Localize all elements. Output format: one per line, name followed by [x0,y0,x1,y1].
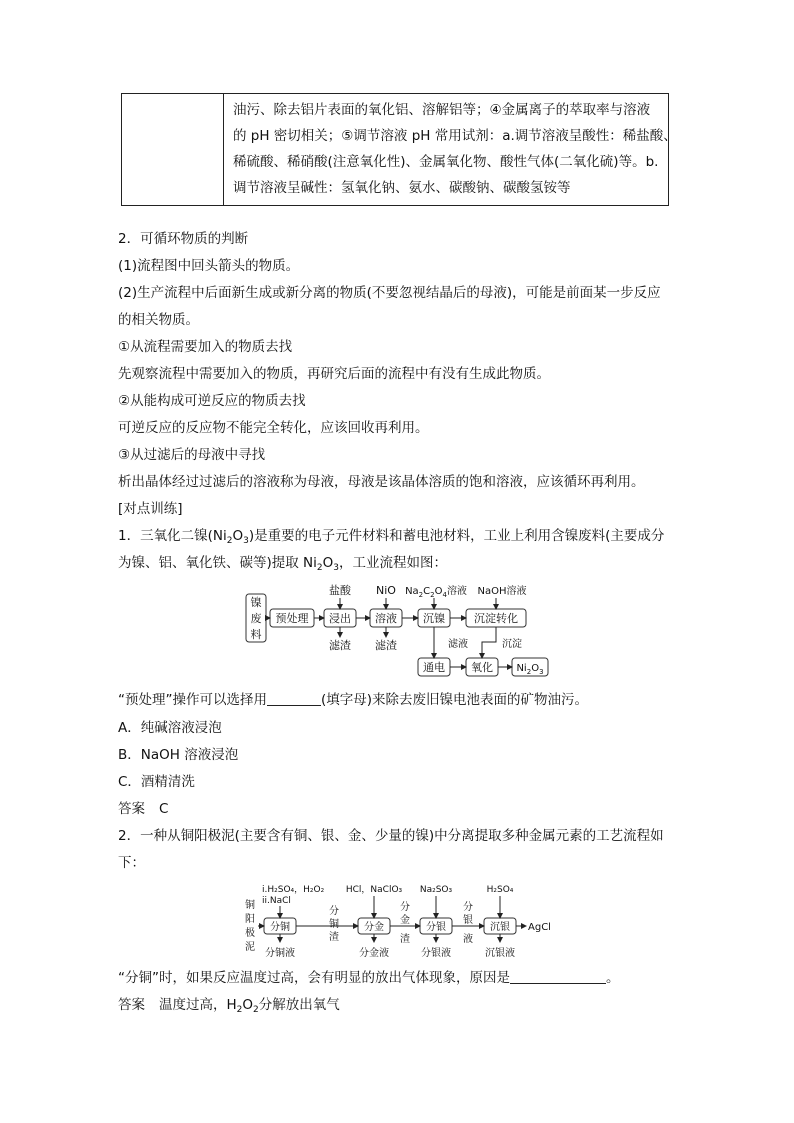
raw-char: 镍 [250,596,262,609]
precipitate-label: 沉淀 [502,639,522,650]
mid-label: 分 [463,902,473,913]
raw-char: 铜 [245,900,255,911]
table-cell-line: 稀硫酸、稀硝酸(注意氧化性)、金属氧化物、酸性气体(二氧化硫)等。b. [233,154,659,170]
leach-label: 浸出 [329,612,351,625]
box-gold-label: 分金 [364,922,384,933]
box-silver-label: 分银 [426,922,446,933]
raw-char: 废 [250,612,262,625]
answer-blank [510,983,606,984]
method-table [121,93,677,206]
method-heading: ②从能构成可逆反应的物质去找 [118,393,306,409]
hcl-label: 盐酸 [329,584,351,597]
question-1-text: 1．三氧化二镍$(Ni_2O_3)$是重要的电子元件材料和蓄电池材料，工业上利用含镍废料(主要成分 [118,528,665,546]
residue-label: 滤渣 [329,639,351,652]
product-label: AgCl [528,922,551,933]
paragraph: 析出晶体经过过滤后的溶液称为母液，母液是该晶体溶质的饱和溶液，应该循环再利用。 [118,474,645,490]
reagent-2: HCl，NaClO₃ [345,885,403,895]
paragraph: (1)流程图中回头箭头的物质。 [118,258,300,274]
mid-label: 液 [463,934,473,945]
question-2-text: 2．一种从铜阳极泥(主要含有铜、银、金、少量的镍)中分离提取多种金属元素的工艺流程如 [118,828,664,844]
out-label: 分铜液 [265,948,295,959]
question-2-stem: “分铜”时，如果反应温度过高，会有明显的放出气体现象，原因是 。 [118,970,620,986]
method-heading: ③从过滤后的母液中寻找 [118,447,266,463]
question-2-text: 下： [118,855,145,871]
raw-char: 泥 [245,942,255,953]
filtrate-label: 滤液 [448,639,468,650]
solution-label: 溶液 [375,612,397,625]
raw-char: 阳 [245,914,255,925]
answer-2: 答案 温度过高，$H_2O_2$分解放出氧气 [118,997,340,1015]
out-label: 沉银液 [485,948,515,959]
mid-label: 银 [463,915,473,926]
table-cell-line: 调节溶液呈碱性：氢氧化钠、氨水、碳酸钠、碳酸氢铵等 [233,180,571,196]
reagent-1-line2: ii.NaCl [262,896,291,906]
option-c: C．酒精清洗 [118,774,195,790]
paragraph: 先观察流程中需要加入的物质，再研究后面的流程中有没有生成此物质。 [118,366,550,382]
method-heading: ①从流程需要加入的物质去找 [118,339,293,355]
option-b: B．NaOH 溶液浸泡 [118,747,239,763]
copper-flow-diagram [244,880,564,964]
mid-label: 分 [329,906,339,917]
section-heading: 2．可循环物质的判断 [118,231,249,247]
paragraph: 的相关物质。 [118,312,199,328]
na2c2o4-label: $Na_2C_2O_4$溶液 [405,586,467,599]
mid-label: 金 [400,915,410,926]
answer-blank [267,705,321,706]
table-cell-line: 的 pH 密切相关；⑤调节溶液 pH 常用试剂：a.调节溶液呈酸性：稀盐酸、 [233,128,677,144]
product-label: $Ni_2O_3$ [516,663,544,676]
answer-1: 答案 C [118,801,169,817]
naoh-label: NaOH溶液 [477,586,527,597]
reagent-1-line1: i.H₂SO₄，H₂O₂ [262,885,325,895]
training-label: [对点训练] [118,501,183,517]
mid-label: 分 [400,902,410,913]
electrolysis-label: 通电 [423,661,445,674]
ni-precip-label: 沉镍 [423,612,445,625]
raw-char: 料 [250,628,262,641]
pretreat-label: 预处理 [275,612,309,625]
box-copper-label: 分铜 [270,922,290,933]
box-precip-silver-label: 沉银 [490,922,510,933]
out-label: 分银液 [421,948,451,959]
residue-label: 滤渣 [375,639,397,652]
reagent-4: H₂SO₄ [486,885,514,895]
oxidation-label: 氧化 [471,661,493,674]
out-label: 分金液 [359,948,389,959]
paragraph: (2)生产流程中后面新生成或新分离的物质(不要忽视结晶后的母液)，可能是前面某一步反应 [118,285,661,301]
nio-label: NiO [376,584,396,597]
mid-label: 铜 [329,919,339,930]
raw-char: 极 [245,928,255,939]
reagent-3: Na₂SO₃ [419,885,453,895]
nickel-flow-diagram [240,582,560,684]
question-1-stem: “预处理”操作可以选择用 (填字母)来除去废旧镍电池表面的矿物油污。 [118,692,589,708]
option-a: A．纯碱溶液浸泡 [118,720,222,736]
mid-label: 渣 [400,934,410,945]
mid-label: 渣 [329,932,339,943]
table-cell-line: 油污、除去铝片表面的氧化铝、溶解铝等；④金属离子的萃取率与溶液 [233,102,651,118]
table-divider [223,94,224,205]
question-1-text: 为镍、铝、氧化铁、碳等)提取 $Ni_2O_3$，工业流程如图： [118,555,448,573]
precip-convert-label: 沉淀转化 [474,612,518,625]
paragraph: 可逆反应的反应物不能完全转化，应该回收再利用。 [118,420,429,436]
